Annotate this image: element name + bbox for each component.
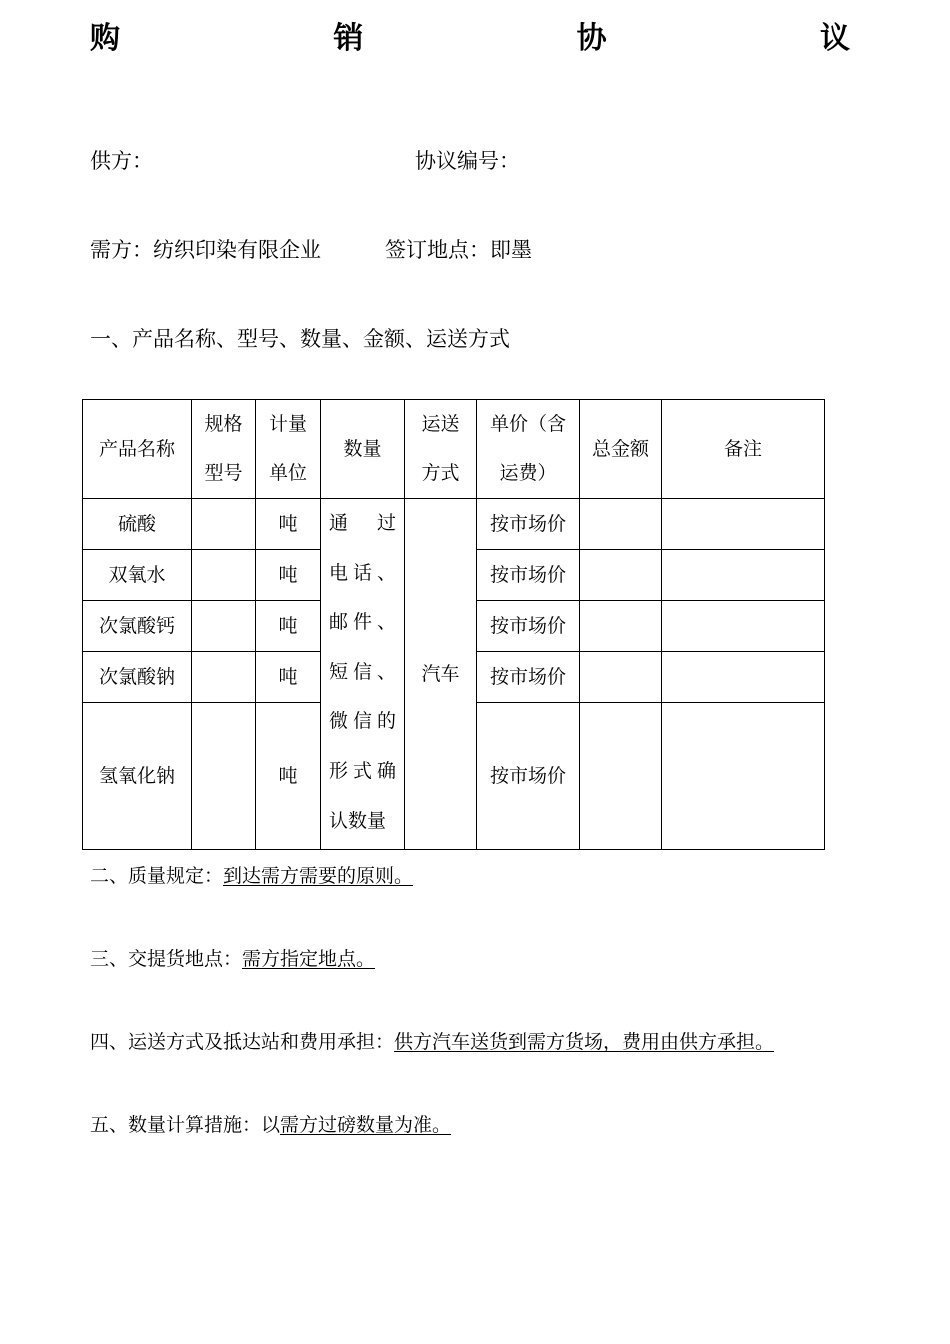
- header-unit: 计量 单位: [256, 400, 321, 499]
- remark-cell: [662, 652, 825, 703]
- unit-cell: 吨: [256, 601, 321, 652]
- clause-5: [90, 1110, 451, 1140]
- clause-2-value: 到达需方需要的原则。: [223, 865, 414, 887]
- buyer-name: 需方：纺织印染有限企业: [90, 238, 321, 262]
- remark-cell: [662, 499, 825, 550]
- title-char: 协: [576, 21, 607, 56]
- total-cell: [580, 499, 662, 550]
- clause-2: [90, 861, 413, 891]
- document-title: [90, 18, 850, 60]
- buyer-line: [90, 235, 532, 265]
- clause-3-value: 需方指定地点。: [242, 948, 376, 970]
- unit-cell: 吨: [256, 499, 321, 550]
- supplier-label: 供方：: [90, 149, 153, 173]
- section-1-heading: 一、产品名称、型号、数量、金额、运送方式: [90, 327, 510, 351]
- clause-3: [90, 944, 375, 974]
- price-cell: 按市场价: [477, 703, 580, 850]
- title-char: 购: [90, 21, 120, 56]
- product-name: 氢氧化钠: [83, 703, 192, 850]
- remark-cell: [662, 703, 825, 850]
- spec-cell: [192, 652, 256, 703]
- header-spec: 规格 型号: [192, 400, 256, 499]
- remark-cell: [662, 550, 825, 601]
- goods-table: [82, 399, 825, 850]
- shipping-method: 汽车: [405, 499, 477, 850]
- spec-cell: [192, 703, 256, 850]
- clause-5-value: 需方过磅数量为准。: [280, 1114, 452, 1136]
- product-name: 次氯酸钙: [83, 601, 192, 652]
- clause-5-label: 五、数量计算措施：以: [90, 1114, 281, 1136]
- title-char: 议: [819, 21, 850, 56]
- total-cell: [580, 703, 662, 850]
- header-shipping: 运送 方式: [405, 400, 477, 499]
- header-unit-price: 单价（含 运费）: [477, 400, 580, 499]
- remark-cell: [662, 601, 825, 652]
- table-header-row: [83, 400, 825, 499]
- agreement-no-label: 协议编号：: [415, 149, 520, 173]
- total-cell: [580, 652, 662, 703]
- total-cell: [580, 550, 662, 601]
- clause-3-label: 三、交提货地点：: [90, 948, 243, 970]
- clause-4-label: 四、运送方式及抵达站和费用承担：: [90, 1031, 395, 1053]
- quantity-note: 通 过 电话、 邮件、 短信、 微信的 形式确 认数量: [321, 499, 405, 850]
- unit-cell: 吨: [256, 703, 321, 850]
- clause-4: [90, 1027, 774, 1057]
- clause-4-value: 供方汽车送货到需方货场，费用由供方承担。: [394, 1031, 775, 1053]
- header-quantity: 数量: [321, 400, 405, 499]
- price-cell: 按市场价: [477, 550, 580, 601]
- header-remark: 备注: [662, 400, 825, 499]
- product-name: 次氯酸钠: [83, 652, 192, 703]
- supplier-line: [90, 146, 520, 176]
- price-cell: 按市场价: [477, 601, 580, 652]
- header-total: 总金额: [580, 400, 662, 499]
- unit-cell: 吨: [256, 652, 321, 703]
- spec-cell: [192, 550, 256, 601]
- spec-cell: [192, 499, 256, 550]
- unit-cell: 吨: [256, 550, 321, 601]
- total-cell: [580, 601, 662, 652]
- product-name: 硫酸: [83, 499, 192, 550]
- header-product-name: 产品名称: [83, 400, 192, 499]
- table-row: [83, 499, 825, 550]
- sign-place: 签订地点：即墨: [385, 238, 532, 262]
- spec-cell: [192, 601, 256, 652]
- price-cell: 按市场价: [477, 499, 580, 550]
- product-name: 双氧水: [83, 550, 192, 601]
- price-cell: 按市场价: [477, 652, 580, 703]
- title-char: 销: [333, 21, 364, 56]
- clause-2-label: 二、质量规定：: [90, 865, 224, 887]
